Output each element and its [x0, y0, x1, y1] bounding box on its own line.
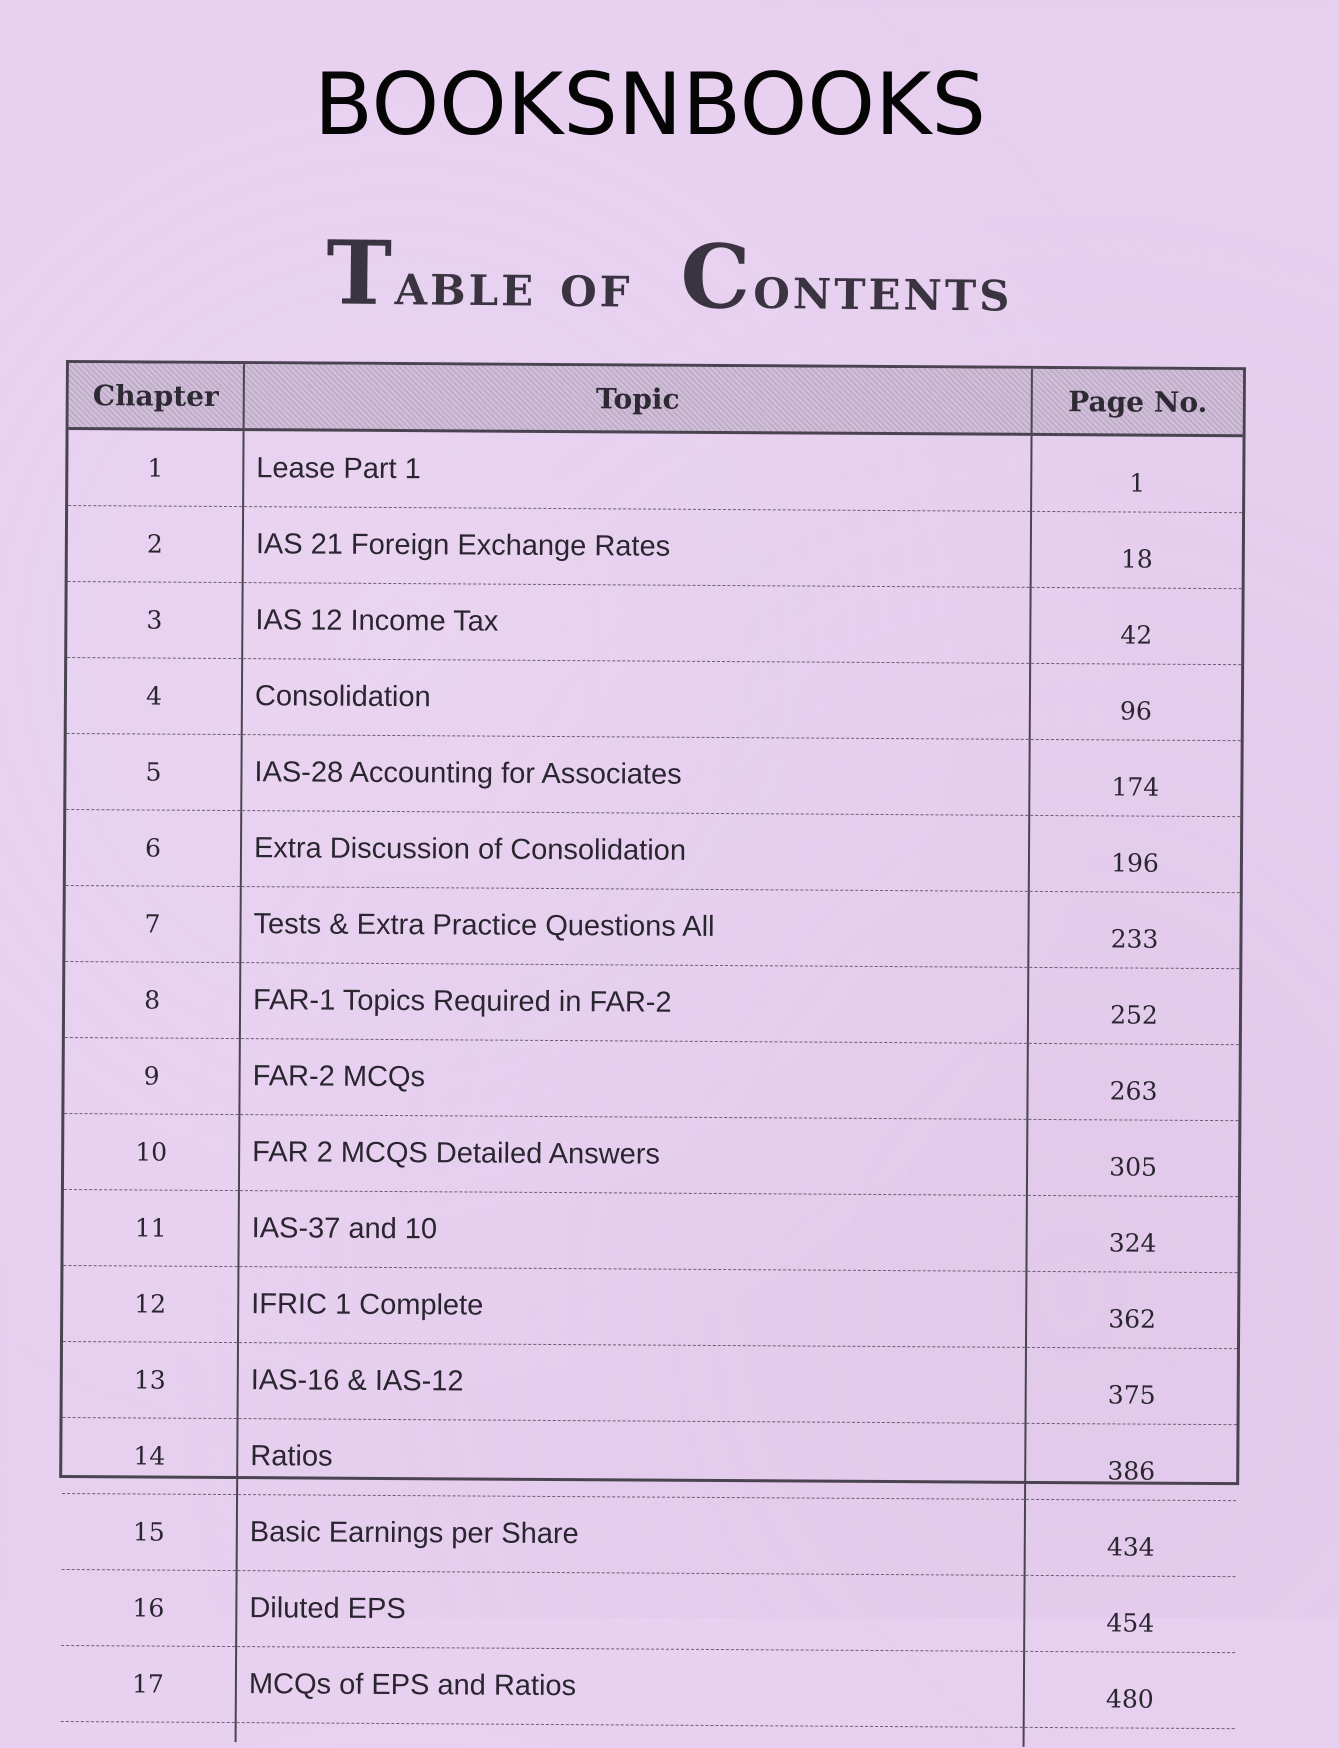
chapter-cell: 13	[63, 1342, 238, 1419]
chapter-cell: 10	[64, 1114, 239, 1191]
page-cell: 480	[1024, 1651, 1235, 1728]
table-row	[63, 1342, 1237, 1425]
topic-cell: MCQs of EPS and Ratios	[236, 1647, 1024, 1728]
chapter-cell: 14	[62, 1417, 237, 1494]
table-row	[64, 1038, 1238, 1121]
blank-cell	[61, 1721, 236, 1742]
topic-cell: Diluted EPS	[236, 1571, 1024, 1652]
chapter-cell: 9	[64, 1038, 239, 1115]
table-row	[61, 1569, 1235, 1652]
topic-cell: IAS 21 Foreign Exchange Rates	[243, 507, 1031, 588]
topic-cell: Extra Discussion of Consolidation	[241, 811, 1029, 892]
topic-cell: Consolidation	[242, 659, 1030, 740]
page-cell: 96	[1030, 663, 1241, 740]
topic-cell: IFRIC 1 Complete	[238, 1267, 1026, 1348]
table-row	[68, 506, 1242, 589]
table-row	[66, 734, 1240, 817]
page-cell: 434	[1025, 1499, 1236, 1576]
page-cell: 386	[1025, 1423, 1236, 1500]
brand-logo-text: BOOKSNBOOKS	[313, 55, 987, 155]
table-row	[63, 1266, 1237, 1349]
table-row	[67, 582, 1241, 665]
page-cell: 42	[1030, 587, 1241, 664]
table-row	[65, 962, 1239, 1045]
page-cell: 324	[1026, 1195, 1237, 1272]
page-cell: 196	[1029, 815, 1240, 892]
table-row	[65, 886, 1239, 969]
page-cell: 362	[1026, 1271, 1237, 1348]
contents-table	[61, 363, 1243, 1748]
topic-cell: FAR 2 MCQS Detailed Answers	[239, 1115, 1027, 1196]
table-body	[61, 429, 1243, 1748]
title-initial-t: T	[325, 220, 396, 326]
chapter-cell: 8	[65, 962, 240, 1039]
title-rest-1: able of	[394, 249, 633, 322]
page-cell: 305	[1027, 1119, 1238, 1196]
topic-cell: IAS-16 & IAS-12	[238, 1343, 1026, 1424]
title-rest-2: ontents	[753, 252, 1013, 326]
page-cell: 454	[1024, 1575, 1235, 1652]
table-row	[62, 1417, 1236, 1500]
topic-cell: IAS 12 Income Tax	[242, 583, 1030, 664]
topic-cell: Ratios	[237, 1419, 1025, 1500]
topic-cell: Tests & Extra Practice Questions All	[240, 887, 1028, 968]
chapter-cell: 17	[61, 1645, 236, 1722]
blank-cell	[1024, 1727, 1235, 1748]
header-chapter: Chapter	[69, 363, 244, 430]
topic-cell: FAR-1 Topics Required in FAR-2	[240, 963, 1028, 1044]
page-cell: 1	[1031, 434, 1242, 512]
chapter-cell: 5	[66, 734, 241, 811]
title-initial-c: C	[679, 224, 755, 329]
chapter-cell: 16	[61, 1569, 236, 1646]
chapter-cell: 3	[67, 582, 242, 659]
chapter-cell: 4	[67, 658, 242, 735]
table-row	[63, 1190, 1237, 1273]
chapter-cell: 7	[65, 886, 240, 963]
table-row	[62, 1493, 1236, 1576]
topic-cell: IAS-28 Accounting for Associates	[241, 735, 1029, 816]
table-row	[67, 658, 1241, 741]
contents-table-frame	[59, 360, 1246, 1714]
topic-cell: FAR-2 MCQs	[239, 1039, 1027, 1120]
chapter-cell: 6	[66, 810, 241, 887]
page-cell: 375	[1026, 1347, 1237, 1424]
header-topic: Topic	[244, 364, 1032, 434]
page-cell: 263	[1027, 1043, 1238, 1120]
topic-cell: Lease Part 1	[243, 430, 1031, 512]
topic-cell: Basic Earnings per Share	[237, 1495, 1025, 1576]
page-title	[0, 220, 1339, 329]
chapter-cell: 15	[62, 1493, 237, 1570]
page-cell: 174	[1029, 739, 1240, 816]
page-cell: 18	[1031, 511, 1242, 588]
chapter-cell: 1	[68, 429, 243, 507]
page-cell: 252	[1028, 967, 1239, 1044]
topic-cell: IAS-37 and 10	[238, 1191, 1026, 1272]
chapter-cell: 2	[68, 506, 243, 583]
table-row	[64, 1114, 1238, 1197]
page-cell: 233	[1028, 891, 1239, 968]
chapter-cell: 12	[63, 1266, 238, 1343]
blank-cell	[236, 1723, 1024, 1747]
table-header-row	[69, 363, 1243, 436]
chapter-cell: 11	[63, 1190, 238, 1267]
table-row	[61, 1645, 1235, 1728]
header-page-no: Page No.	[1032, 369, 1243, 436]
table-row	[68, 429, 1242, 513]
table-row	[66, 810, 1240, 893]
